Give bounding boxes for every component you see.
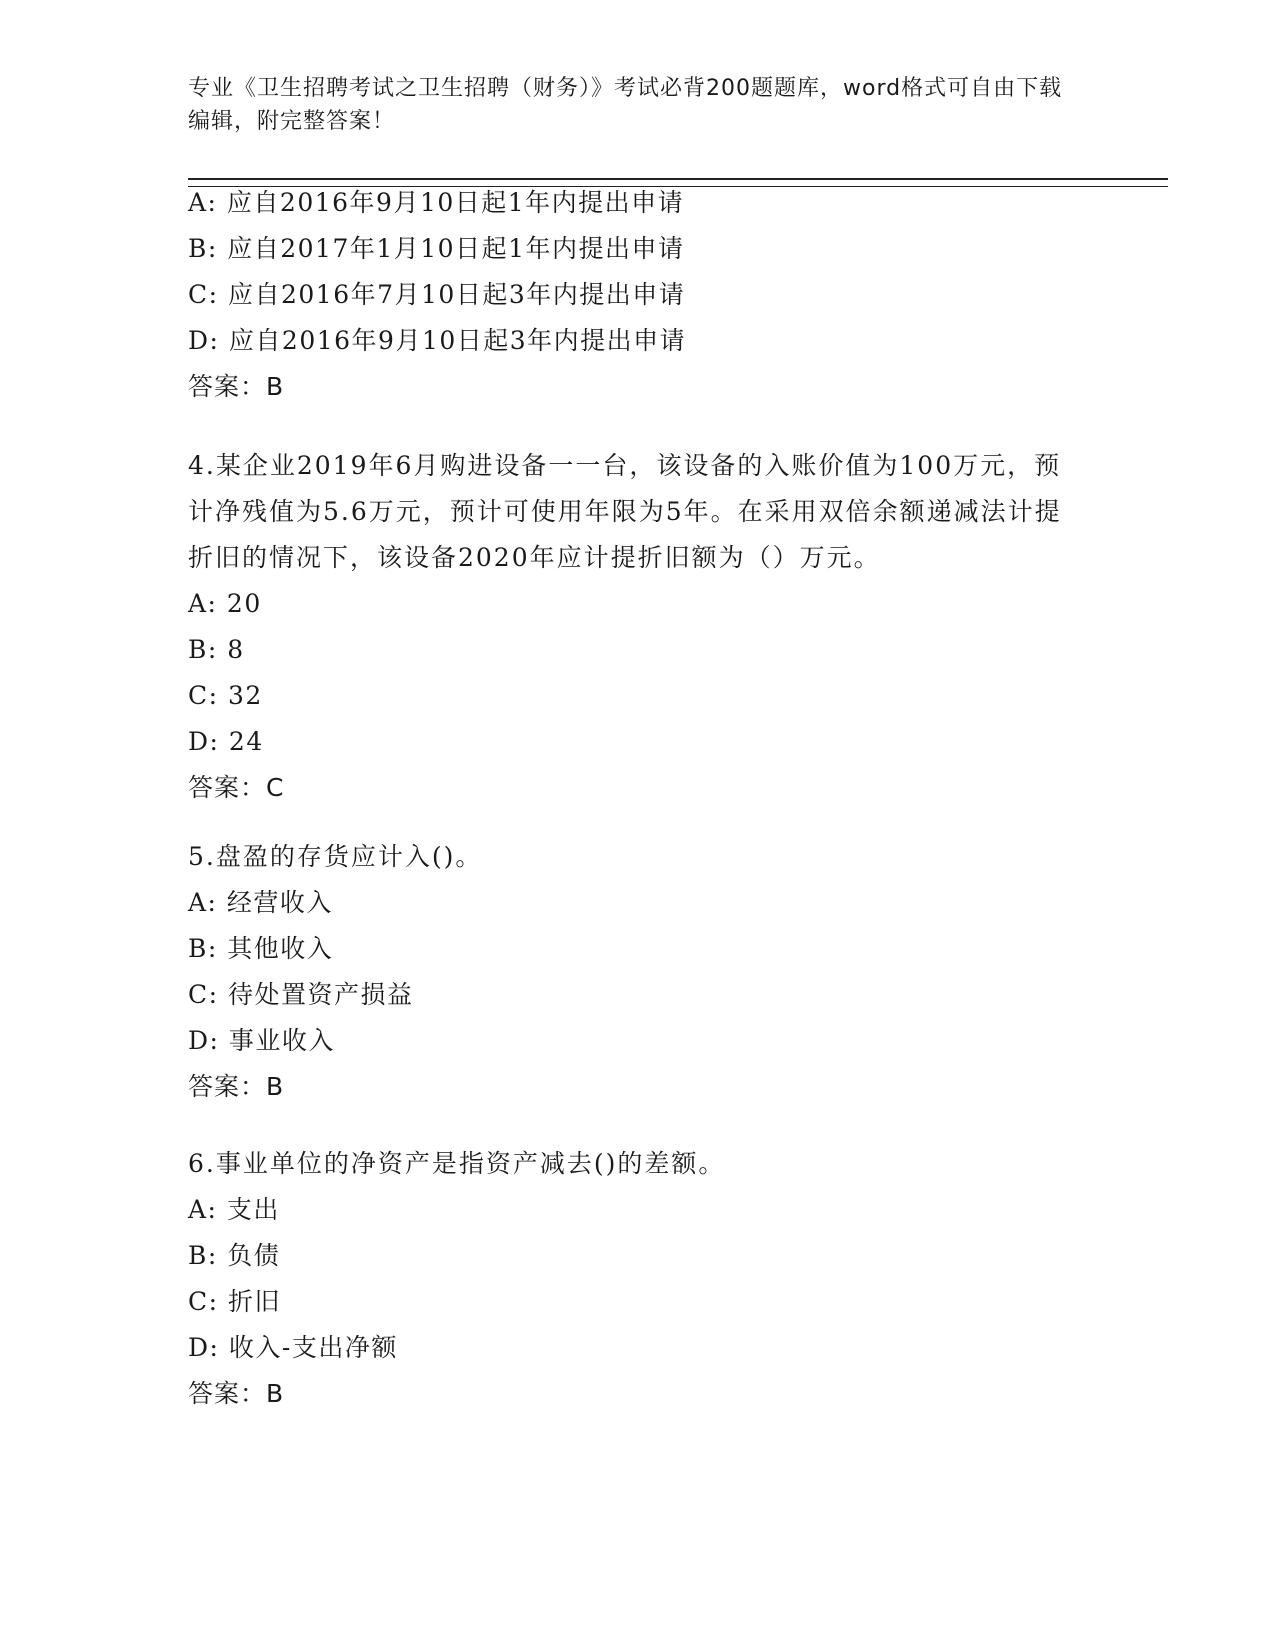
option-d: D: 事业收入 — [188, 1026, 335, 1055]
option-a: A: 支出 — [188, 1195, 280, 1224]
option-a: A: 20 — [188, 589, 262, 618]
question-6 — [188, 1141, 1088, 1417]
question-3 — [188, 180, 1088, 410]
option-d: D: 应自2016年9月10日起3年内提出申请 — [188, 326, 687, 355]
option-c: C: 待处置资产损益 — [188, 980, 414, 1009]
option-b: B: 8 — [188, 635, 245, 664]
option-b: B: 应自2017年1月10日起1年内提出申请 — [188, 234, 685, 263]
option-a: A: 应自2016年9月10日起1年内提出申请 — [188, 188, 685, 217]
option-d: D: 收入-支出净额 — [188, 1333, 398, 1362]
option-c: C: 应自2016年7月10日起3年内提出申请 — [188, 280, 686, 309]
option-c: C: 32 — [188, 681, 263, 710]
answer: 答案：C — [188, 773, 285, 802]
answer: 答案：B — [188, 372, 285, 401]
option-a: A: 经营收入 — [188, 888, 333, 917]
question-4 — [188, 443, 1088, 811]
option-c: C: 折旧 — [188, 1287, 281, 1316]
option-b: B: 负债 — [188, 1241, 281, 1270]
answer: 答案：B — [188, 1072, 285, 1101]
question-5 — [188, 834, 1088, 1110]
document-header: 专业《卫生招聘考试之卫生招聘（财务）》考试必背200题题库，word格式可自由下载编辑，附完整答案！ — [188, 76, 1063, 134]
question-text: 6.事业单位的净资产是指资产减去()的差额。 — [188, 1149, 726, 1178]
question-text: 4.某企业2019年6月购进设备一一台，该设备的入账价值为100万元，预计净残值为5.6万元，预计可使用年限为5年。在采用双倍余额递减法计提折旧的情况下，该设备2020年应计提折旧额为（）万元。 — [188, 451, 1062, 572]
answer: 答案：B — [188, 1379, 285, 1408]
option-d: D: 24 — [188, 727, 264, 756]
option-b: B: 其他收入 — [188, 934, 334, 963]
question-text: 5.盘盈的存货应计入()。 — [188, 842, 483, 871]
